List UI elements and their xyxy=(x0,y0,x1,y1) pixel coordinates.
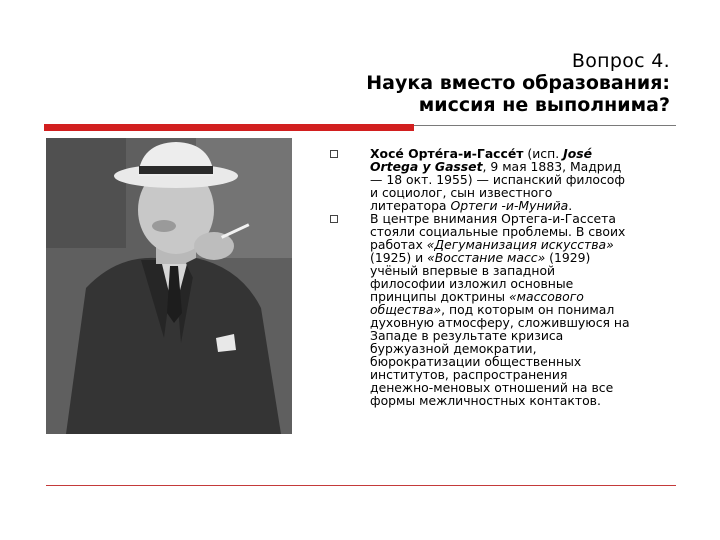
list-item xyxy=(330,147,630,212)
body-text: В центре внимания Ортега-и-Гассета стояли социальные проблемы. В своих работах xyxy=(370,211,626,252)
question-label: Вопрос 4. xyxy=(571,50,670,72)
bio-text: , 9 мая 1883, Мадрид — 18 окт. 1955) — испанский философ и социолог, сын известного литератора xyxy=(370,159,625,213)
body-text: (1925) и xyxy=(370,250,428,265)
work-title: «Восстание масс» xyxy=(427,250,546,265)
bio-text: . xyxy=(568,198,573,213)
work-title: «Дегуманизация искусства» xyxy=(426,237,614,252)
slide-title xyxy=(366,50,670,116)
person-name: Хосе́ Орте́га-и-Гассе́т xyxy=(370,146,524,161)
term-title: «массового общества» xyxy=(370,289,584,317)
portrait-photo xyxy=(46,138,292,434)
title-line-2: миссия не выполнима? xyxy=(418,94,670,116)
portrait-illustration xyxy=(46,138,292,434)
bottom-divider-line xyxy=(46,485,676,486)
bio-text: (исп. xyxy=(523,146,564,161)
top-red-bar xyxy=(44,124,414,131)
father-name: Ортеги -и-Мунийа xyxy=(450,198,569,213)
bullet-list xyxy=(330,147,630,407)
body-text: (1929) учёный впервые в западной философии изложил основные принципы доктрины xyxy=(370,250,591,304)
list-item xyxy=(330,212,630,407)
title-line-1: Наука вместо образования: xyxy=(366,72,670,94)
square-bullet-icon xyxy=(330,150,338,158)
latin-name: José Ortega y Gasset xyxy=(370,146,592,174)
square-bullet-icon xyxy=(330,215,338,223)
body-text: , под которым он понимал духовную атмосферу, сложившуюся на Западе в результате кризиса буржуазной демократии, бюрократизации общественных институтов, распространения денежно-меновых отношений на все формы межличностных контактов. xyxy=(370,302,630,408)
